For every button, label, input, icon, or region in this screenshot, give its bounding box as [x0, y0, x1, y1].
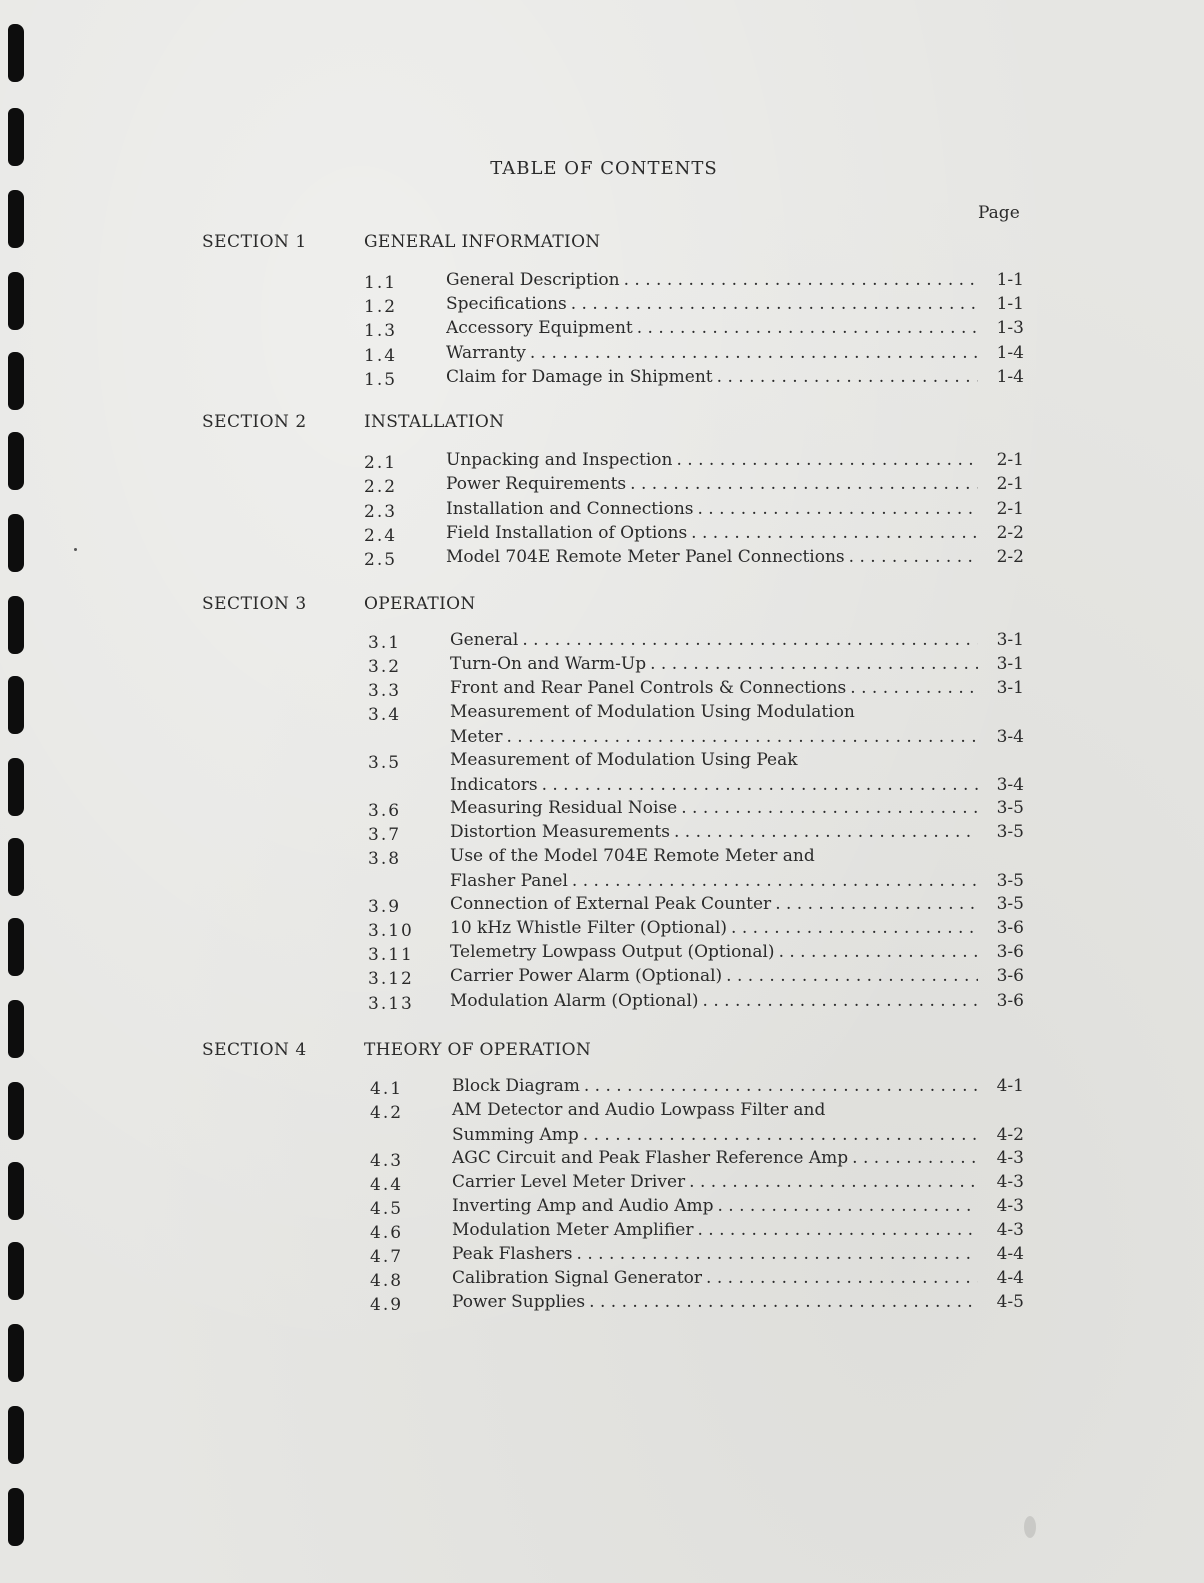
- toc-entry: [368, 991, 1024, 1016]
- entry-number: 2.5: [364, 550, 398, 570]
- entry-title-continued: Flasher Panel: [450, 871, 568, 891]
- binding-hole: [8, 838, 24, 896]
- entry-title-continued: Meter: [450, 727, 503, 747]
- page-title: TABLE OF CONTENTS: [490, 158, 718, 179]
- entry-number: 3.11: [368, 945, 414, 965]
- binding-hole: [8, 272, 24, 330]
- toc-entry: [368, 822, 1024, 847]
- entry-number: 3.1: [368, 633, 402, 653]
- entry-leader-line: [450, 871, 1024, 891]
- binding-hole: [8, 1242, 24, 1300]
- paper-speck: [1024, 1516, 1036, 1538]
- dot-leader: [670, 822, 978, 842]
- dot-leader: [518, 630, 978, 650]
- entry-title: Model 704E Remote Meter Panel Connections: [446, 547, 845, 567]
- entry-number: 2.2: [364, 477, 398, 497]
- binding-hole: [8, 24, 24, 82]
- binding-hole: [8, 676, 24, 734]
- toc-entry: [364, 367, 1024, 392]
- entry-number: 4.4: [370, 1175, 404, 1195]
- dot-leader: [687, 523, 978, 543]
- entry-title: General: [450, 630, 519, 650]
- dot-leader: [573, 1244, 978, 1264]
- toc-entry: [364, 523, 1024, 548]
- dot-leader: [694, 499, 979, 519]
- entry-page-number: 4-5: [996, 1292, 1024, 1312]
- entry-leader-line: [450, 678, 1024, 698]
- binding-hole: [8, 190, 24, 248]
- dot-leader: [538, 775, 978, 795]
- dot-leader: [646, 654, 978, 674]
- entry-number: 3.13: [368, 994, 414, 1014]
- toc-entry: [370, 1220, 1024, 1245]
- entry-page-number: 3-4: [996, 775, 1024, 795]
- entry-title: Modulation Meter Amplifier: [452, 1220, 694, 1240]
- entry-page-number: 3-1: [996, 630, 1024, 650]
- entry-page-number: 4-2: [996, 1125, 1024, 1145]
- paper-speck: [74, 548, 77, 551]
- entry-leader-line: [450, 798, 1024, 818]
- dot-leader: [727, 918, 978, 938]
- entry-title: Power Requirements: [446, 474, 627, 494]
- binding-hole: [8, 1162, 24, 1220]
- entry-leader-line: [446, 343, 1024, 363]
- entry-leader-line: [446, 474, 1024, 494]
- dot-leader: [503, 727, 979, 747]
- entry-number: 3.6: [368, 801, 402, 821]
- entry-leader-line: [446, 450, 1024, 470]
- entry-title: Accessory Equipment: [446, 318, 633, 338]
- entry-title-continued: Indicators: [450, 775, 538, 795]
- toc-entry: [368, 630, 1024, 655]
- dot-leader: [633, 318, 978, 338]
- section-label: SECTION 4: [202, 1040, 307, 1060]
- toc-entry: [370, 1148, 1024, 1173]
- entry-title: Turn-On and Warm-Up: [450, 654, 647, 674]
- entry-page-number: 3-5: [996, 798, 1024, 818]
- toc-entry: [370, 1076, 1024, 1101]
- binding-hole: [8, 596, 24, 654]
- entry-title: Power Supplies: [452, 1292, 586, 1312]
- entry-page-number: 3-6: [996, 918, 1024, 938]
- binding-hole: [8, 1000, 24, 1058]
- entry-title: General Description: [446, 270, 620, 290]
- entry-title: Carrier Power Alarm (Optional): [450, 966, 723, 986]
- entry-title: Unpacking and Inspection: [446, 450, 673, 470]
- entry-page-number: 4-3: [996, 1196, 1024, 1216]
- entry-title: AGC Circuit and Peak Flasher Reference Amp: [452, 1148, 849, 1168]
- entry-number: 4.6: [370, 1223, 404, 1243]
- entry-title: Connection of External Peak Counter: [450, 894, 772, 914]
- toc-entry: [368, 942, 1024, 967]
- entry-page-number: 4-3: [996, 1148, 1024, 1168]
- entry-page-number: 3-5: [996, 871, 1024, 891]
- entry-title: Front and Rear Panel Controls & Connections: [450, 678, 847, 698]
- entry-page-number: 3-5: [996, 822, 1024, 842]
- dot-leader: [722, 966, 978, 986]
- entry-title: AM Detector and Audio Lowpass Filter and: [452, 1100, 826, 1120]
- entry-title: Use of the Model 704E Remote Meter and: [450, 846, 815, 866]
- entry-title-continued: Summing Amp: [452, 1125, 579, 1145]
- entry-leader-line: [452, 1148, 1024, 1168]
- toc-entry: [368, 966, 1024, 991]
- entry-title: Telemetry Lowpass Output (Optional): [450, 942, 775, 962]
- dot-leader: [626, 474, 978, 494]
- binding-hole: [8, 352, 24, 410]
- entry-page-number: 3-1: [996, 654, 1024, 674]
- toc-entry: [364, 450, 1024, 475]
- entry-page-number: 2-1: [996, 450, 1024, 470]
- toc-entry: [368, 678, 1024, 703]
- entry-number: 2.1: [364, 453, 398, 473]
- entry-page-number: 1-4: [996, 367, 1024, 387]
- entry-number: 4.5: [370, 1199, 404, 1219]
- entry-number: 1.5: [364, 370, 398, 390]
- entry-page-number: 1-3: [996, 318, 1024, 338]
- dot-leader: [568, 871, 978, 891]
- entry-number: 4.8: [370, 1271, 404, 1291]
- entry-leader-line: [450, 966, 1024, 986]
- entry-title: Installation and Connections: [446, 499, 694, 519]
- entry-title: Claim for Damage in Shipment: [446, 367, 713, 387]
- dot-leader: [771, 894, 978, 914]
- entry-number: 4.1: [370, 1079, 404, 1099]
- section-title: THEORY OF OPERATION: [364, 1040, 592, 1060]
- page-column-label: Page: [978, 203, 1020, 223]
- entry-page-number: 3-6: [996, 966, 1024, 986]
- entry-leader-line: [446, 523, 1024, 543]
- toc-entry: [364, 343, 1024, 368]
- entry-leader-line: [452, 1244, 1024, 1264]
- entry-leader-line: [450, 918, 1024, 938]
- toc-entry: [368, 846, 1024, 896]
- section-title: GENERAL INFORMATION: [364, 232, 601, 252]
- entry-page-number: 2-1: [996, 474, 1024, 494]
- entry-page-number: 2-2: [996, 547, 1024, 567]
- binding-hole: [8, 758, 24, 816]
- entry-title: Peak Flashers: [452, 1244, 573, 1264]
- dot-leader: [580, 1076, 978, 1096]
- toc-entry: [368, 702, 1024, 752]
- dot-leader: [585, 1292, 978, 1312]
- binding-holes: [0, 0, 40, 1583]
- entry-page-number: 2-2: [996, 523, 1024, 543]
- entry-leader-line: [446, 318, 1024, 338]
- dot-leader: [579, 1125, 978, 1145]
- binding-hole: [8, 1324, 24, 1382]
- entry-page-number: 4-3: [996, 1172, 1024, 1192]
- entry-title: Distortion Measurements: [450, 822, 670, 842]
- entry-title: Measurement of Modulation Using Peak: [450, 750, 798, 770]
- entry-page-number: 3-5: [996, 894, 1024, 914]
- entry-title: Warranty: [446, 343, 526, 363]
- entry-number: 1.4: [364, 346, 398, 366]
- entry-title: Measuring Residual Noise: [450, 798, 678, 818]
- entry-leader-line: [450, 775, 1024, 795]
- entry-leader-line: [446, 367, 1024, 387]
- entry-title: Field Installation of Options: [446, 523, 688, 543]
- entry-leader-line: [450, 630, 1024, 650]
- entry-page-number: 3-6: [996, 991, 1024, 1011]
- dot-leader: [848, 1148, 978, 1168]
- toc-entry: [370, 1100, 1024, 1150]
- entry-page-number: 3-6: [996, 942, 1024, 962]
- dot-leader: [713, 1196, 978, 1216]
- entry-number: 2.3: [364, 502, 398, 522]
- entry-leader-line: [450, 822, 1024, 842]
- dot-leader: [685, 1172, 978, 1192]
- toc-entry: [370, 1292, 1024, 1317]
- toc-entry: [370, 1196, 1024, 1221]
- entry-page-number: 3-1: [996, 678, 1024, 698]
- entry-page-number: 4-1: [996, 1076, 1024, 1096]
- entry-number: 3.8: [368, 849, 402, 869]
- binding-hole: [8, 514, 24, 572]
- entry-leader-line: [446, 270, 1024, 290]
- section-title: INSTALLATION: [364, 412, 505, 432]
- entry-page-number: 4-4: [996, 1268, 1024, 1288]
- entry-number: 4.2: [370, 1103, 404, 1123]
- entry-number: 4.9: [370, 1295, 404, 1315]
- entry-leader-line: [446, 499, 1024, 519]
- entry-title: Carrier Level Meter Driver: [452, 1172, 686, 1192]
- entry-leader-line: [446, 547, 1024, 567]
- toc-entry: [368, 894, 1024, 919]
- dot-leader: [702, 1268, 978, 1288]
- binding-hole: [8, 1082, 24, 1140]
- entry-leader-line: [452, 1172, 1024, 1192]
- entry-number: 1.1: [364, 273, 398, 293]
- binding-hole: [8, 432, 24, 490]
- entry-number: 3.3: [368, 681, 402, 701]
- entry-title: Modulation Alarm (Optional): [450, 991, 699, 1011]
- section-label: SECTION 1: [202, 232, 307, 252]
- binding-hole: [8, 918, 24, 976]
- entry-number: 3.10: [368, 921, 414, 941]
- entry-page-number: 2-1: [996, 499, 1024, 519]
- toc-entry: [370, 1244, 1024, 1269]
- entry-leader-line: [450, 894, 1024, 914]
- dot-leader: [846, 678, 978, 698]
- dot-leader: [845, 547, 978, 567]
- entry-page-number: 3-4: [996, 727, 1024, 747]
- dot-leader: [713, 367, 978, 387]
- entry-leader-line: [452, 1220, 1024, 1240]
- dot-leader: [672, 450, 978, 470]
- binding-hole: [8, 1406, 24, 1464]
- entry-number: 3.2: [368, 657, 402, 677]
- entry-leader-line: [452, 1196, 1024, 1216]
- toc-entry: [370, 1172, 1024, 1197]
- entry-leader-line: [450, 654, 1024, 674]
- dot-leader: [567, 294, 978, 314]
- entry-leader-line: [450, 942, 1024, 962]
- entry-number: 3.7: [368, 825, 402, 845]
- entry-leader-line: [452, 1125, 1024, 1145]
- entry-number: 4.3: [370, 1151, 404, 1171]
- entry-number: 1.2: [364, 297, 398, 317]
- entry-number: 2.4: [364, 526, 398, 546]
- entry-page-number: 4-4: [996, 1244, 1024, 1264]
- entry-title: Calibration Signal Generator: [452, 1268, 703, 1288]
- toc-entry: [370, 1268, 1024, 1293]
- dot-leader: [526, 343, 978, 363]
- entry-number: 3.4: [368, 705, 402, 725]
- dot-leader: [677, 798, 978, 818]
- entry-number: 3.12: [368, 969, 414, 989]
- entry-title: Measurement of Modulation Using Modulation: [450, 702, 855, 722]
- dot-leader: [620, 270, 978, 290]
- entry-leader-line: [452, 1268, 1024, 1288]
- entry-page-number: 1-1: [996, 294, 1024, 314]
- toc-entry: [364, 547, 1024, 572]
- section-label: SECTION 3: [202, 594, 307, 614]
- section-label: SECTION 2: [202, 412, 307, 432]
- entry-number: 4.7: [370, 1247, 404, 1267]
- entry-page-number: 1-1: [996, 270, 1024, 290]
- binding-hole: [8, 1488, 24, 1546]
- section-title: OPERATION: [364, 594, 476, 614]
- entry-number: 3.5: [368, 753, 402, 773]
- toc-entry: [368, 918, 1024, 943]
- entry-number: 1.3: [364, 321, 398, 341]
- toc-entry: [368, 798, 1024, 823]
- entry-title: Block Diagram: [452, 1076, 580, 1096]
- toc-entry: [364, 318, 1024, 343]
- entry-leader-line: [450, 991, 1024, 1011]
- toc-entry: [364, 474, 1024, 499]
- entry-page-number: 4-3: [996, 1220, 1024, 1240]
- dot-leader: [693, 1220, 978, 1240]
- toc-entry: [364, 294, 1024, 319]
- entry-title: Inverting Amp and Audio Amp: [452, 1196, 714, 1216]
- toc-entry: [368, 750, 1024, 800]
- entry-leader-line: [450, 727, 1024, 747]
- entry-number: 3.9: [368, 897, 402, 917]
- toc-entry: [364, 270, 1024, 295]
- entry-page-number: 1-4: [996, 343, 1024, 363]
- dot-leader: [699, 991, 978, 1011]
- toc-entry: [364, 499, 1024, 524]
- entry-title: 10 kHz Whistle Filter (Optional): [450, 918, 728, 938]
- dot-leader: [775, 942, 978, 962]
- entry-leader-line: [452, 1076, 1024, 1096]
- toc-entry: [368, 654, 1024, 679]
- entry-leader-line: [452, 1292, 1024, 1312]
- entry-title: Specifications: [446, 294, 567, 314]
- entry-leader-line: [446, 294, 1024, 314]
